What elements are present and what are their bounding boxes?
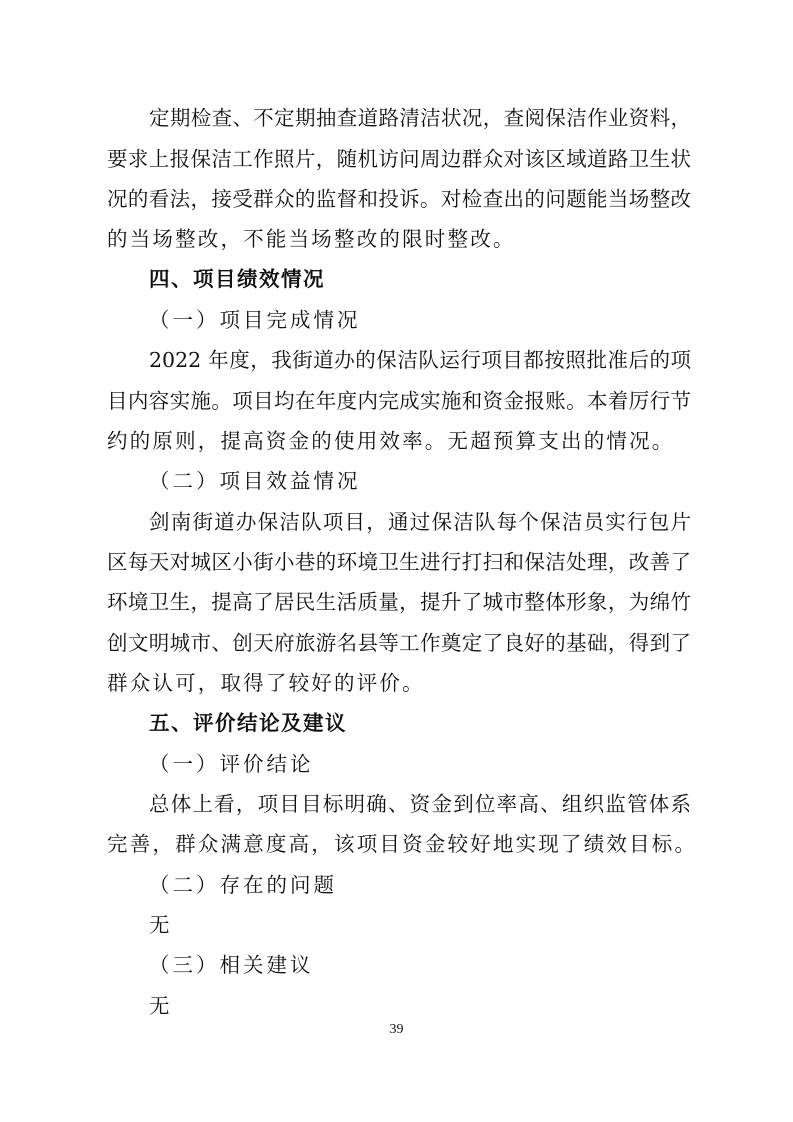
paragraph-line: 2022 年度，我街道办的保洁队运行项目都按照批准后的项 (149, 348, 691, 372)
section-heading: 五、评价结论及建议 (149, 711, 347, 735)
subsection-heading: （二）项目效益情况 (149, 469, 361, 493)
paragraph-line: 无 (149, 913, 172, 937)
section-heading: 四、项目绩效情况 (149, 267, 325, 291)
subsection-heading: （一）项目完成情况 (149, 308, 361, 332)
paragraph-line: 完善，群众满意度高，该项目资金较好地实现了绩效目标。 (107, 832, 698, 856)
paragraph-line: 目内容实施。项目均在年度内完成实施和资金报账。本着厉行节 (107, 389, 691, 413)
paragraph-line: 无 (149, 994, 172, 1018)
paragraph-line: 约的原则，提高资金的使用效率。无超预算支出的情况。 (107, 429, 675, 453)
subsection-heading: （一）评价结论 (149, 752, 314, 776)
paragraph-line: 环境卫生，提高了居民生活质量，提升了城市整体形象，为绵竹 (107, 590, 691, 614)
paragraph-line: 创文明城市、创天府旅游名县等工作奠定了良好的基础，得到了 (107, 631, 691, 655)
paragraph-line: 况的看法，接受群众的监督和投诉。对检查出的问题能当场整改 (107, 187, 691, 211)
paragraph-line: 要求上报保洁工作照片，随机访问周边群众对该区域道路卫生状 (107, 147, 691, 171)
paragraph-line: 剑南街道办保洁队项目，通过保洁队每个保洁员实行包片 (149, 510, 691, 534)
paragraph-line: 总体上看，项目目标明确、资金到位率高、组织监管体系 (149, 792, 691, 816)
paragraph-line: 区每天对城区小街小巷的环境卫生进行打扫和保洁处理，改善了 (107, 550, 691, 574)
page-number: 39 (389, 1022, 404, 1037)
paragraph-line: 的当场整改，不能当场整改的限时整改。 (107, 227, 516, 251)
paragraph-line: 群众认可，取得了较好的评价。 (107, 671, 425, 695)
subsection-heading: （三）相关建议 (149, 953, 314, 977)
paragraph-line: 定期检查、不定期抽查道路清洁状况，查阅保洁作业资料， (149, 106, 691, 130)
subsection-heading: （二）存在的问题 (149, 873, 337, 897)
